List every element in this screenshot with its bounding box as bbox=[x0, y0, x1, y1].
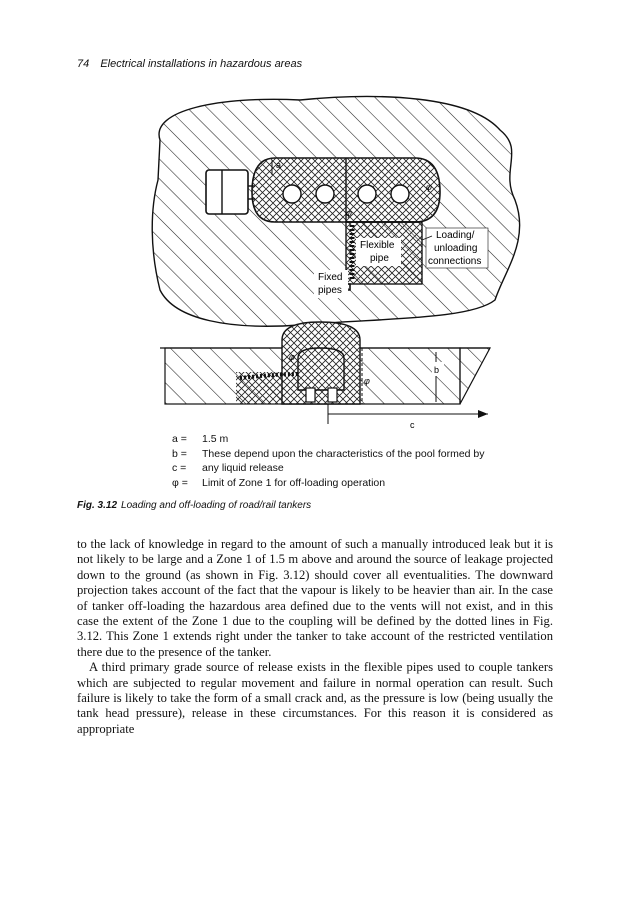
paragraph-2: A third primary grade source of release exists in the flexible pipes used to couple tankers which are subjected to regular movement and failure in normal operation can result. Such failure is likely to take the form of a small crack and, as the pressure is low (being usually the tank head pressure), release in these circumstances. For this reason it is considered as appropriate bbox=[77, 660, 553, 736]
figure-legend bbox=[172, 432, 485, 490]
plan-phi-1: φ bbox=[346, 208, 352, 218]
label-loading-3: connections bbox=[428, 256, 482, 267]
page-number: 74 bbox=[77, 58, 90, 70]
legend-row-a: a = 1.5 m bbox=[172, 433, 229, 445]
legend-row-c: c = any liquid release bbox=[172, 462, 284, 474]
label-flexible-pipe-1: Flexible bbox=[360, 240, 395, 251]
section-view bbox=[160, 322, 490, 430]
tanker-cab bbox=[206, 170, 248, 214]
label-loading-1: Loading/ bbox=[436, 230, 475, 241]
plan-view bbox=[152, 96, 519, 326]
section-phi-2: φ bbox=[364, 376, 370, 386]
running-title: Electrical installations in hazardous areas bbox=[100, 58, 303, 70]
label-fixed-pipes-1: Fixed bbox=[318, 272, 343, 283]
caption-text: Loading and off-loading of road/rail tankers bbox=[121, 500, 312, 511]
label-a: a bbox=[276, 160, 282, 170]
body-text bbox=[77, 537, 553, 737]
legend-row-phi: φ = Limit of Zone 1 for off-loading operation bbox=[172, 476, 386, 489]
label-c: c bbox=[410, 420, 415, 430]
label-b: b bbox=[434, 365, 440, 375]
plan-phi-2: φ bbox=[426, 182, 432, 192]
label-loading-2: unloading bbox=[434, 243, 478, 254]
legend-row-b: b = These depend upon the characteristics of the pool formed by bbox=[172, 447, 485, 460]
paragraph-1: to the lack of knowledge in regard to the amount of such a manually introduced leak but it is not likely to be large and a Zone 1 of 1.5 m above and around the source of leakage projected down to the ground (as shown in Fig. 3.12) should cover all eventualities. The downward projection takes account of the fact that the vapour is likely to be heavier than air. In the case of tanker off-loading the hazardous area defined due to the vents will not exist, and in this case the extent of the Zone 1 due to the coupling will be defined by the dotted lines in Fig. 3.12. This Zone 1 extends right under the tanker to take account of the restricted ventilation there due to the presence of the tanker. bbox=[77, 537, 553, 659]
caption-number: Fig. 3.12 bbox=[77, 500, 118, 511]
label-fixed-pipes-2: pipes bbox=[318, 285, 342, 296]
figure-caption bbox=[77, 500, 311, 511]
label-flexible-pipe-2: pipe bbox=[370, 253, 389, 264]
section-phi-1: φ bbox=[289, 352, 295, 362]
